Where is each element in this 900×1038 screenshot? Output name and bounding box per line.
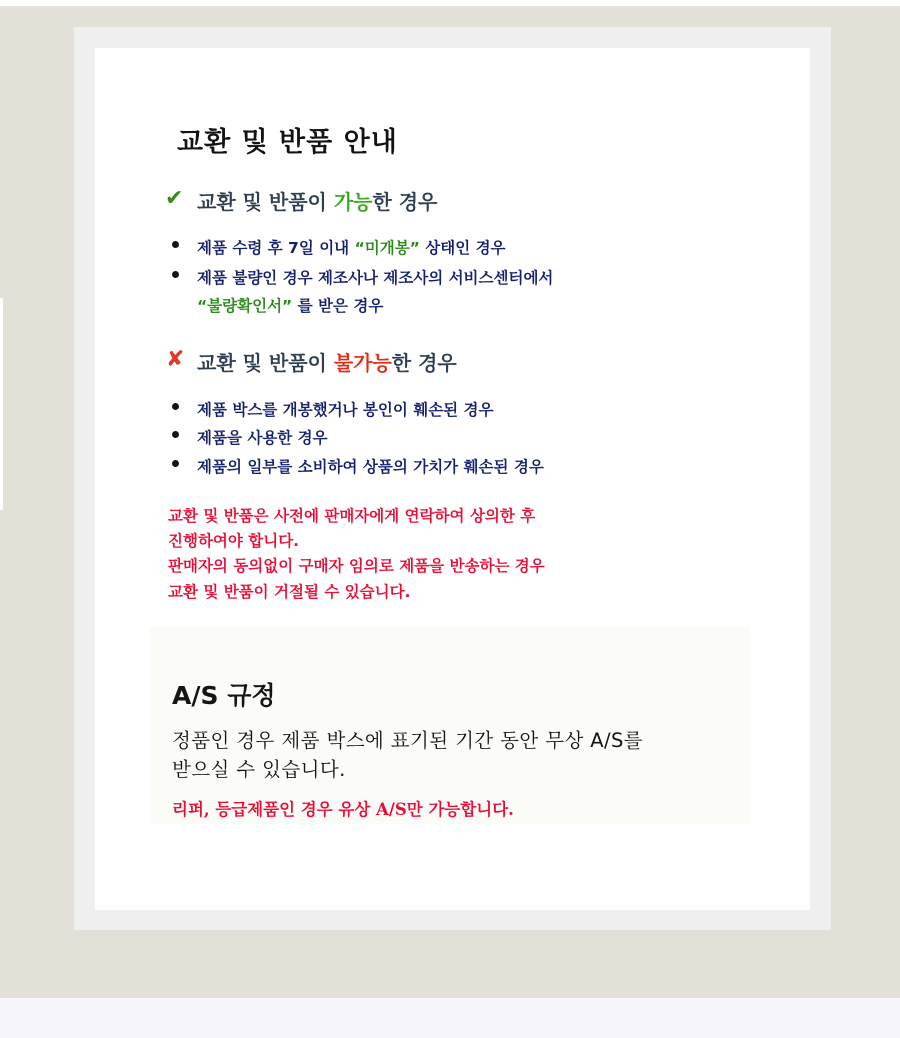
possible-heading: 교환 및 반품이 가능한 경우 [197,190,438,214]
as-body-line-2: 받으실 수 있습니다. [172,758,346,781]
bullet-icon [172,403,179,410]
impossible-highlight: 불가능 [333,351,392,375]
left-edge-mark [0,298,3,510]
notice-line-4: 교환 및 반품이 거절될 수 있습니다. [168,583,411,601]
check-icon: ✔ [165,186,184,211]
possible-item-2-line2: “불량확인서” 를 받은 경우 [197,297,384,315]
bullet-icon [172,460,179,467]
notice-line-1: 교환 및 반품은 사전에 판매자에게 연락하여 상의한 후 [168,507,536,525]
possible-highlight: 가능 [333,190,373,214]
top-strip [0,0,900,6]
possible-item-1: 제품 수령 후 7일 이내 “미개봉” 상태인 경우 [197,239,506,257]
possible-item-2-line1: 제품 불량인 경우 제조사나 제조사의 서비스센터에서 [197,269,554,287]
bullet-icon [172,431,179,438]
impossible-item-1: 제품 박스를 개봉했거나 봉인이 훼손된 경우 [197,401,494,419]
impossible-heading: 교환 및 반품이 불가능한 경우 [197,351,457,375]
notice-line-3: 판매자의 동의없이 구매자 임의로 제품을 반송하는 경우 [168,557,545,575]
x-icon: ✘ [166,347,185,372]
bullet-icon [172,271,179,278]
impossible-item-3: 제품의 일부를 소비하여 상품의 가치가 훼손된 경우 [197,458,544,476]
impossible-item-2: 제품을 사용한 경우 [197,429,328,447]
bullet-icon [172,241,179,248]
page-title: 교환 및 반품 안내 [177,127,398,158]
as-body-line-1: 정품인 경우 제품 박스에 표기된 기간 동안 무상 A/S를 [172,729,644,752]
as-note: 리퍼, 등급제품인 경우 유상 A/S만 가능합니다. [172,800,514,819]
as-title: A/S 규정 [172,681,276,710]
notice-line-2: 진행하여야 합니다. [168,532,300,550]
